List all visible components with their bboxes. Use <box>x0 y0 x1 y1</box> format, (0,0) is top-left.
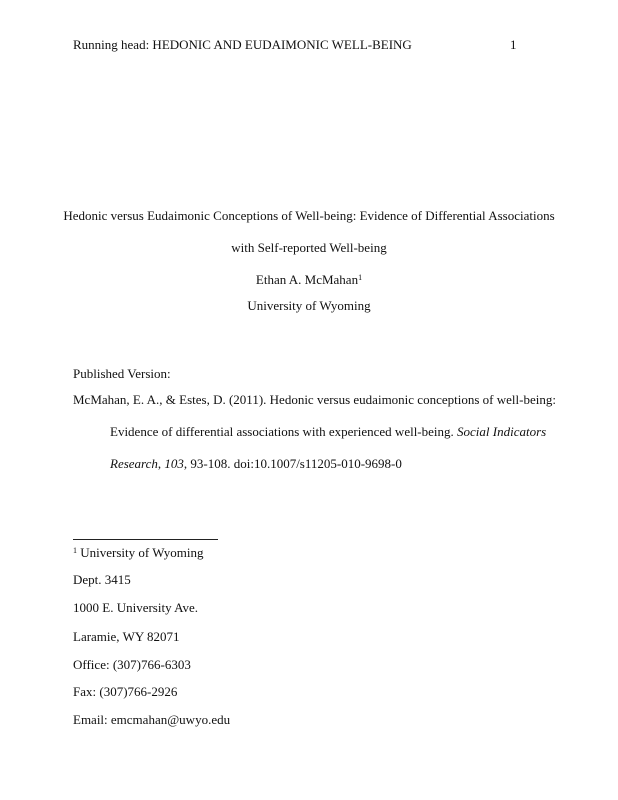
citation-text: Evidence of differential associations with experienced well-being. <box>110 424 458 439</box>
footnote-number: 1 <box>73 546 77 555</box>
footnote-dept: Dept. 3415 <box>73 572 131 587</box>
footnote-email: Email: emcmahan@uwyo.edu <box>73 712 231 727</box>
journal-name-cont: Research <box>110 456 158 471</box>
pages-doi: , 93-108. doi:10.1007/s11205-010-9698-0 <box>183 456 402 471</box>
page-number: 1 <box>510 37 517 52</box>
footnote-street: 1000 E. University Ave. <box>73 600 199 615</box>
sep: , <box>157 456 165 471</box>
author-name-text: Ethan A. McMahan <box>255 272 359 287</box>
footnote-university: University of Wyoming <box>77 545 204 560</box>
published-version-label: Published Version: <box>73 366 171 381</box>
author-affiliation: University of Wyoming <box>247 298 371 313</box>
citation-line-3 <box>110 456 402 472</box>
footnote-mark: 1 <box>358 273 363 282</box>
footnote-office-phone: Office: (307)766-6303 <box>73 657 191 672</box>
footnote-city: Laramie, WY 82071 <box>73 629 180 644</box>
title-line-1: Hedonic versus Eudaimonic Conceptions of Well-being: Evidence of Differential Associations <box>63 208 555 223</box>
title-line-2: with Self-reported Well-being <box>231 240 387 255</box>
author-name <box>0 272 618 288</box>
footnote-divider <box>73 539 218 540</box>
running-head: Running head: HEDONIC AND EUDAIMONIC WELL-BEING <box>73 37 412 52</box>
citation-line-2 <box>110 424 546 440</box>
citation-line-1: McMahan, E. A., & Estes, D. (2011). Hedonic versus eudaimonic conceptions of well-being: <box>73 392 556 407</box>
journal-volume: 103 <box>164 456 184 471</box>
journal-name: Social Indicators <box>457 424 547 439</box>
footnote-line <box>73 545 203 561</box>
footnote-fax: Fax: (307)766-2926 <box>73 684 178 699</box>
